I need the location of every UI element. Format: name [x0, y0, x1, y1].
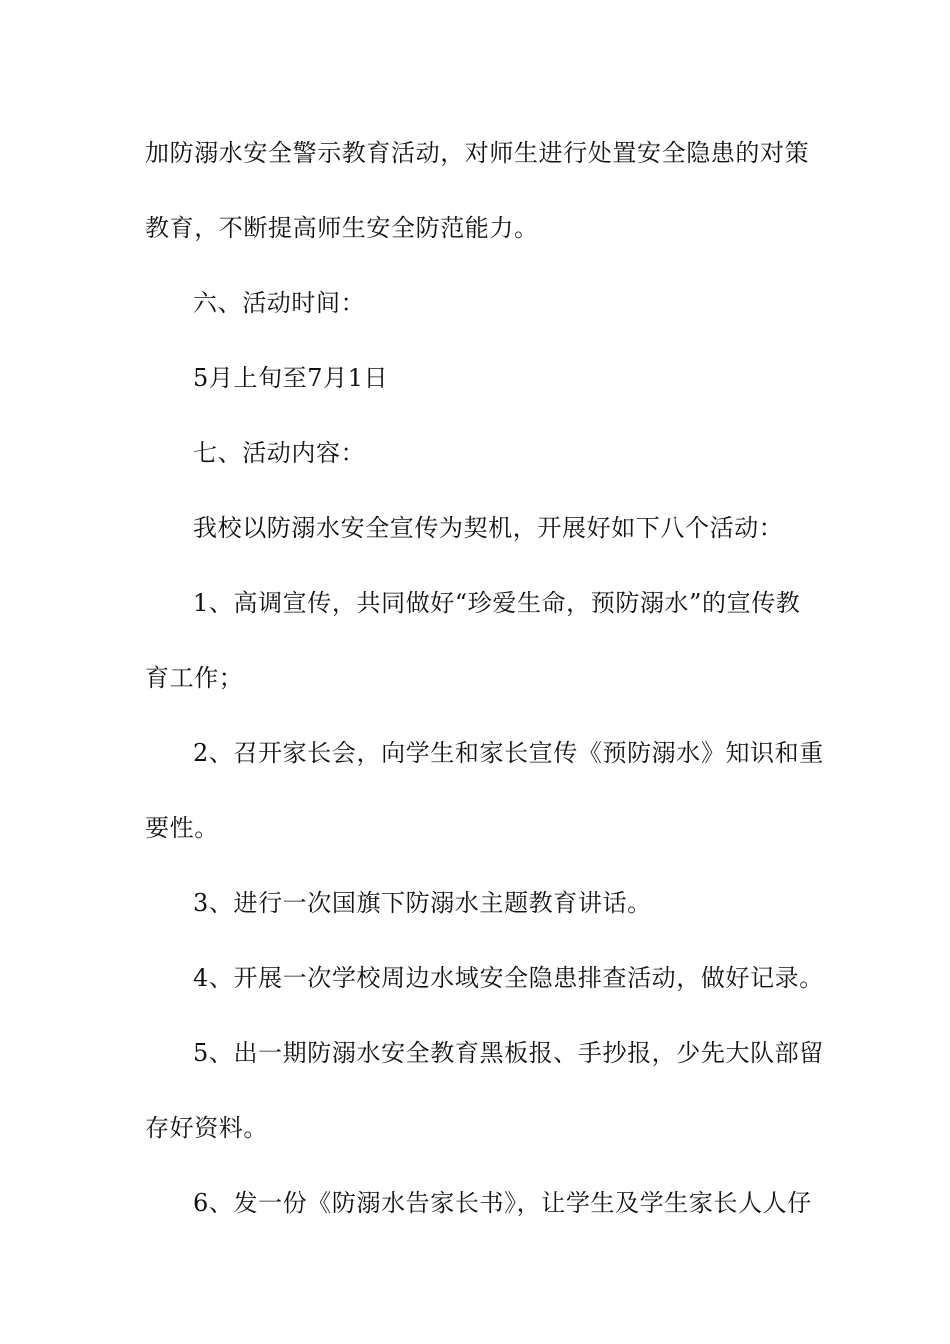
list-item-1-continuation: 育工作； — [145, 664, 244, 692]
list-item-5: 5、出一期防溺水安全教育黑板报、手抄报，少先大队部留 — [193, 1039, 824, 1067]
list-item-1: 1、高调宣传，共同做好“珍爱生命，预防溺水”的宣传教 — [193, 589, 801, 617]
list-item-2: 2、召开家长会，向学生和家长宣传《预防溺水》知识和重 — [193, 739, 824, 767]
body-text-line: 教育，不断提高师生安全防范能力。 — [145, 214, 539, 242]
activity-time-value: 5月上旬至7月1日 — [193, 364, 389, 392]
list-item-4: 4、开展一次学校周边水域安全隐患排查活动，做好记录。 — [193, 964, 824, 992]
list-item-6: 6、发一份《防溺水告家长书》，让学生及学生家长人人仔 — [193, 1189, 812, 1217]
body-text-line: 我校以防溺水安全宣传为契机，开展好如下八个活动： — [193, 514, 784, 542]
section-heading-activity-content: 七、活动内容： — [193, 439, 366, 467]
section-heading-activity-time: 六、活动时间： — [193, 289, 366, 317]
body-text-line: 加防溺水安全警示教育活动，对师生进行处置安全隐患的对策 — [145, 139, 810, 167]
list-item-5-continuation: 存好资料。 — [145, 1114, 268, 1142]
list-item-3: 3、进行一次国旗下防溺水主题教育讲话。 — [193, 889, 652, 917]
list-item-2-continuation: 要性。 — [145, 814, 219, 842]
